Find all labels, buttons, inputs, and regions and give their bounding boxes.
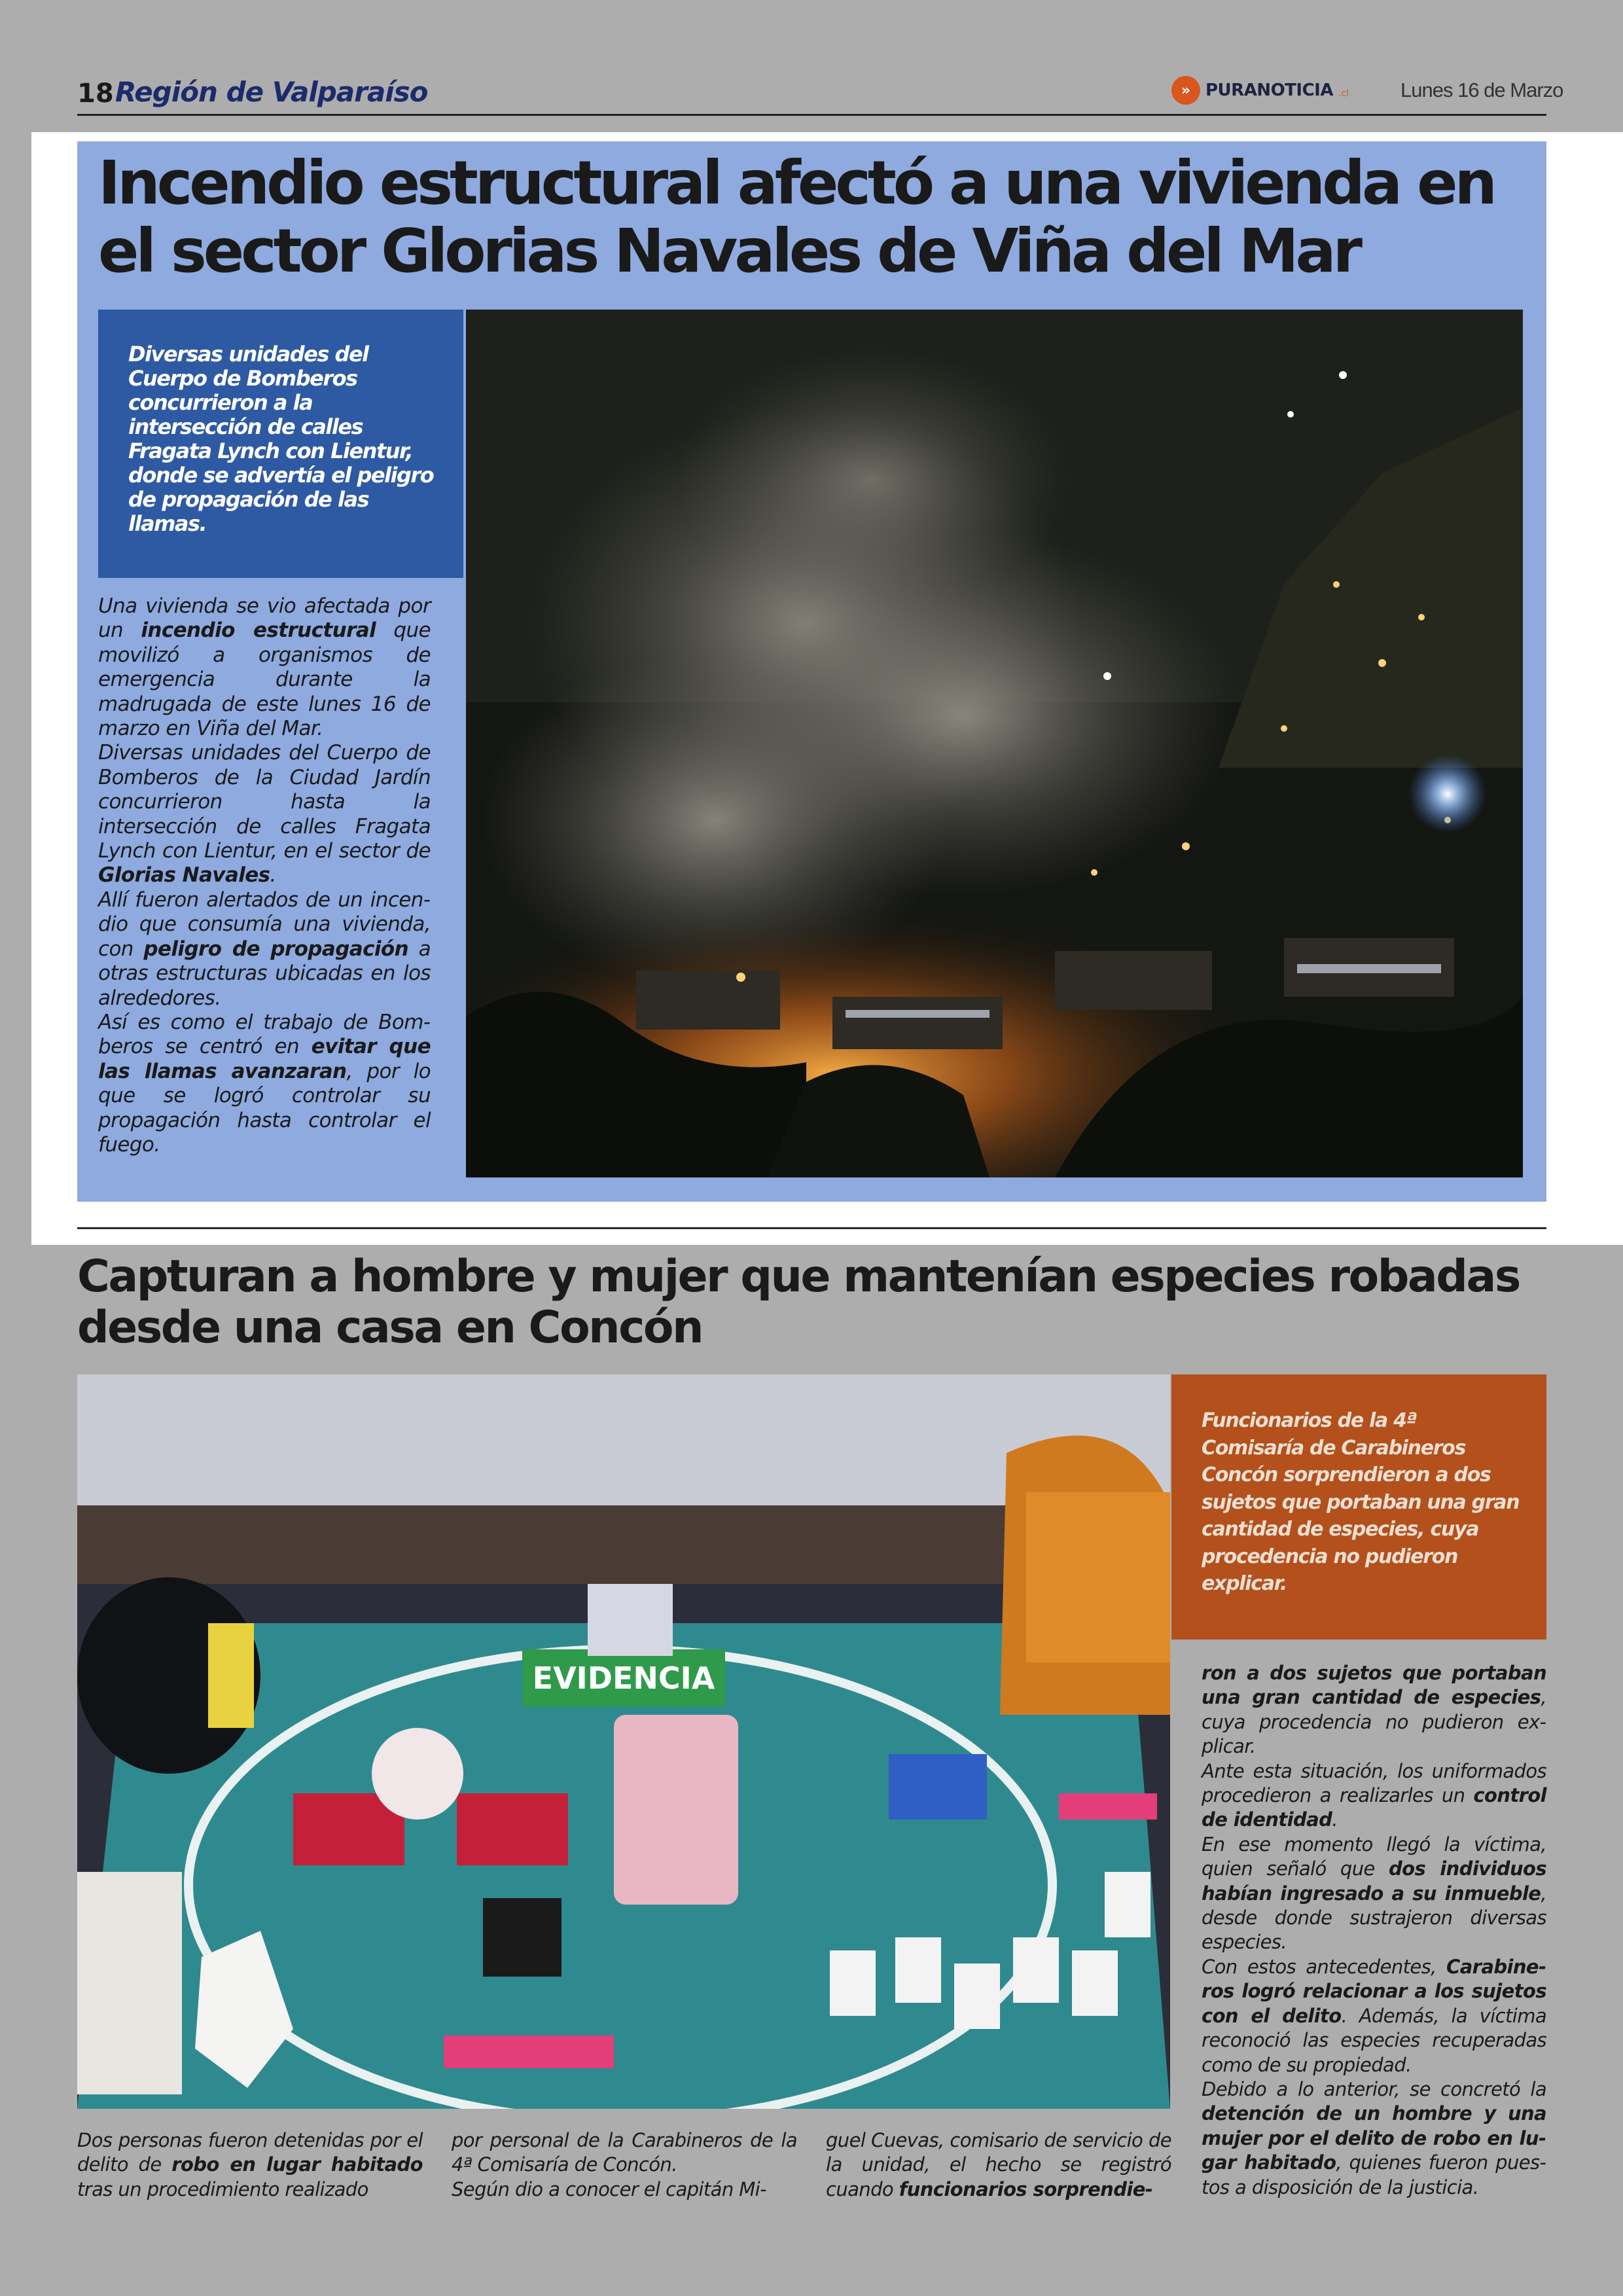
text-run: Con estos antecedentes,: [1202, 1955, 1447, 1978]
text-run: que movilizó a organismos de emergencia durante la madrugada de este lunes 16 de marzo en Viña del Mar.: [98, 619, 431, 741]
bold-run: Carabineros logró relacionar a los sujetos con el delito: [1202, 1955, 1546, 2027]
fire-scene-image: [466, 310, 1523, 1177]
bold-run: ron a dos sujetos que portaban una gran cantidad de especies: [1202, 1662, 1546, 1709]
text-run: , cuya procedencia no pudieron explicar.: [1202, 1686, 1546, 1758]
article2-lede: Funcionarios de la 4ª Comisaría de Carabineros Concón sorprendieron a dos sujetos que portaban una gran cantidad de especies, cuya procedencia no pudieron explicar.: [1202, 1409, 1520, 1595]
paragraph: [98, 888, 431, 1011]
article2-column-2: [452, 2128, 797, 2202]
paragraph: [1202, 1833, 1546, 1955]
evidence-photo: [77, 1374, 1170, 2109]
paragraph: [1202, 1661, 1546, 1759]
article1-headline: Incendio estructural afectó a una vivienda en el sector Glorias Navales de Viña del Mar: [98, 148, 1495, 286]
article1-lede: Diversas unidades del Cuerpo de Bomberos concurrieron a la intersección de calles Fragata Lynch con Lientur, donde se advertía el peligro de propagación de las llamas.: [128, 342, 434, 536]
bold-run: detención de un hombre y una mujer por el delito de robo en lugar habitado: [1202, 2102, 1546, 2174]
paragraph: [1202, 2077, 1546, 2200]
header-divider: [77, 114, 1546, 116]
bold-run: peligro de propagación: [143, 937, 409, 961]
paragraph: [98, 594, 431, 741]
text-run: , desde donde sustrajeron diversas especies.: [1202, 1882, 1546, 1954]
bold-run: incendio estructural: [141, 619, 376, 643]
article2-headline: Capturan a hombre y mujer que mantenían especies robadas desde una casa en Concón: [77, 1251, 1520, 1354]
text-run: a otras estructuras ubicadas en los alrededores.: [98, 937, 431, 1010]
evidence-sign: EVIDENCIA: [532, 1660, 715, 1696]
brand-chevron-icon: »: [1171, 76, 1200, 105]
text-run: tras un procedimiento realizado: [77, 2178, 368, 2200]
bold-run: dos individuos habían ingresado a su inmueble: [1202, 1857, 1547, 1905]
paragraph: [452, 2178, 797, 2202]
paragraph: [1202, 1759, 1546, 1833]
page-number: 18: [77, 79, 114, 109]
article-divider: [77, 1227, 1546, 1229]
text-run: , por lo que se logró controlar su propagación hasta controlar el fuego.: [98, 1059, 431, 1157]
evidence-scene-image: [77, 1374, 1170, 2109]
brand-name: PURANOTICIA: [1205, 81, 1333, 100]
brand-logo: [1171, 76, 1349, 105]
text-run: guel Cuevas, comisario de servicio de la unidad, el hecho se registró cuando: [826, 2129, 1171, 2200]
text-run: En ese momento llegó la víctima, quien señaló que: [1202, 1833, 1546, 1880]
text-run: Allí fueron alertados de un incendio que consumía una vivienda, con: [98, 888, 431, 961]
text-run: Debido a lo anterior, se concretó la: [1202, 2077, 1546, 2100]
paragraph: [77, 2128, 423, 2202]
article2-column-4: [1202, 1661, 1546, 2200]
text-run: . Además, la víctima reconoció las especies recuperadas como de su propiedad.: [1202, 2004, 1547, 2076]
article1-body: [98, 594, 431, 1157]
text-run: .: [270, 863, 276, 888]
edition-date: Lunes 16 de Marzo: [1400, 79, 1563, 101]
text-run: Según dio a conocer el capitán Mi-: [452, 2178, 766, 2200]
text-run: Así es como el trabajo de Bomberos se centró en: [98, 1010, 431, 1059]
bold-run: funcionarios sorprendie-: [899, 2178, 1153, 2200]
paragraph: [826, 2128, 1171, 2202]
bold-run: robo en lugar habitado: [171, 2153, 423, 2176]
paragraph: [98, 741, 431, 888]
fire-photo: [466, 310, 1523, 1177]
brand-tld: .cl: [1338, 88, 1349, 99]
bold-run: evitar que las llamas avanzaran: [98, 1035, 431, 1083]
paragraph: [1202, 1955, 1546, 2077]
section-title: Región de Valparaíso: [115, 76, 428, 108]
paragraph: [98, 1011, 431, 1157]
bold-run: Glorias Navales: [98, 863, 270, 888]
paragraph: [452, 2128, 797, 2178]
text-run: , quienes fueron puestos a disposición de la justicia.: [1202, 2151, 1546, 2198]
text-run: .: [1332, 1808, 1338, 1831]
text-run: Una vivienda se vio afectada por un: [98, 594, 431, 643]
text-run: Diversas unidades del Cuerpo de Bomberos de la Ciudad Jardín concurrieron hasta la intersección de calles Fragata Lynch con Lientur, en el sector de: [98, 741, 431, 863]
article2-column-3: [826, 2128, 1171, 2202]
text-run: Ante esta situación, los uniformados procedieron a realizarles un: [1202, 1759, 1546, 1807]
text-run: por personal de la Carabineros de la 4ª Comisaría de Concón.: [452, 2129, 797, 2176]
text-run: Dos personas fueron detenidas por el delito de: [77, 2129, 423, 2176]
bold-run: control de identidad: [1202, 1784, 1546, 1831]
article2-column-1: [77, 2128, 423, 2202]
